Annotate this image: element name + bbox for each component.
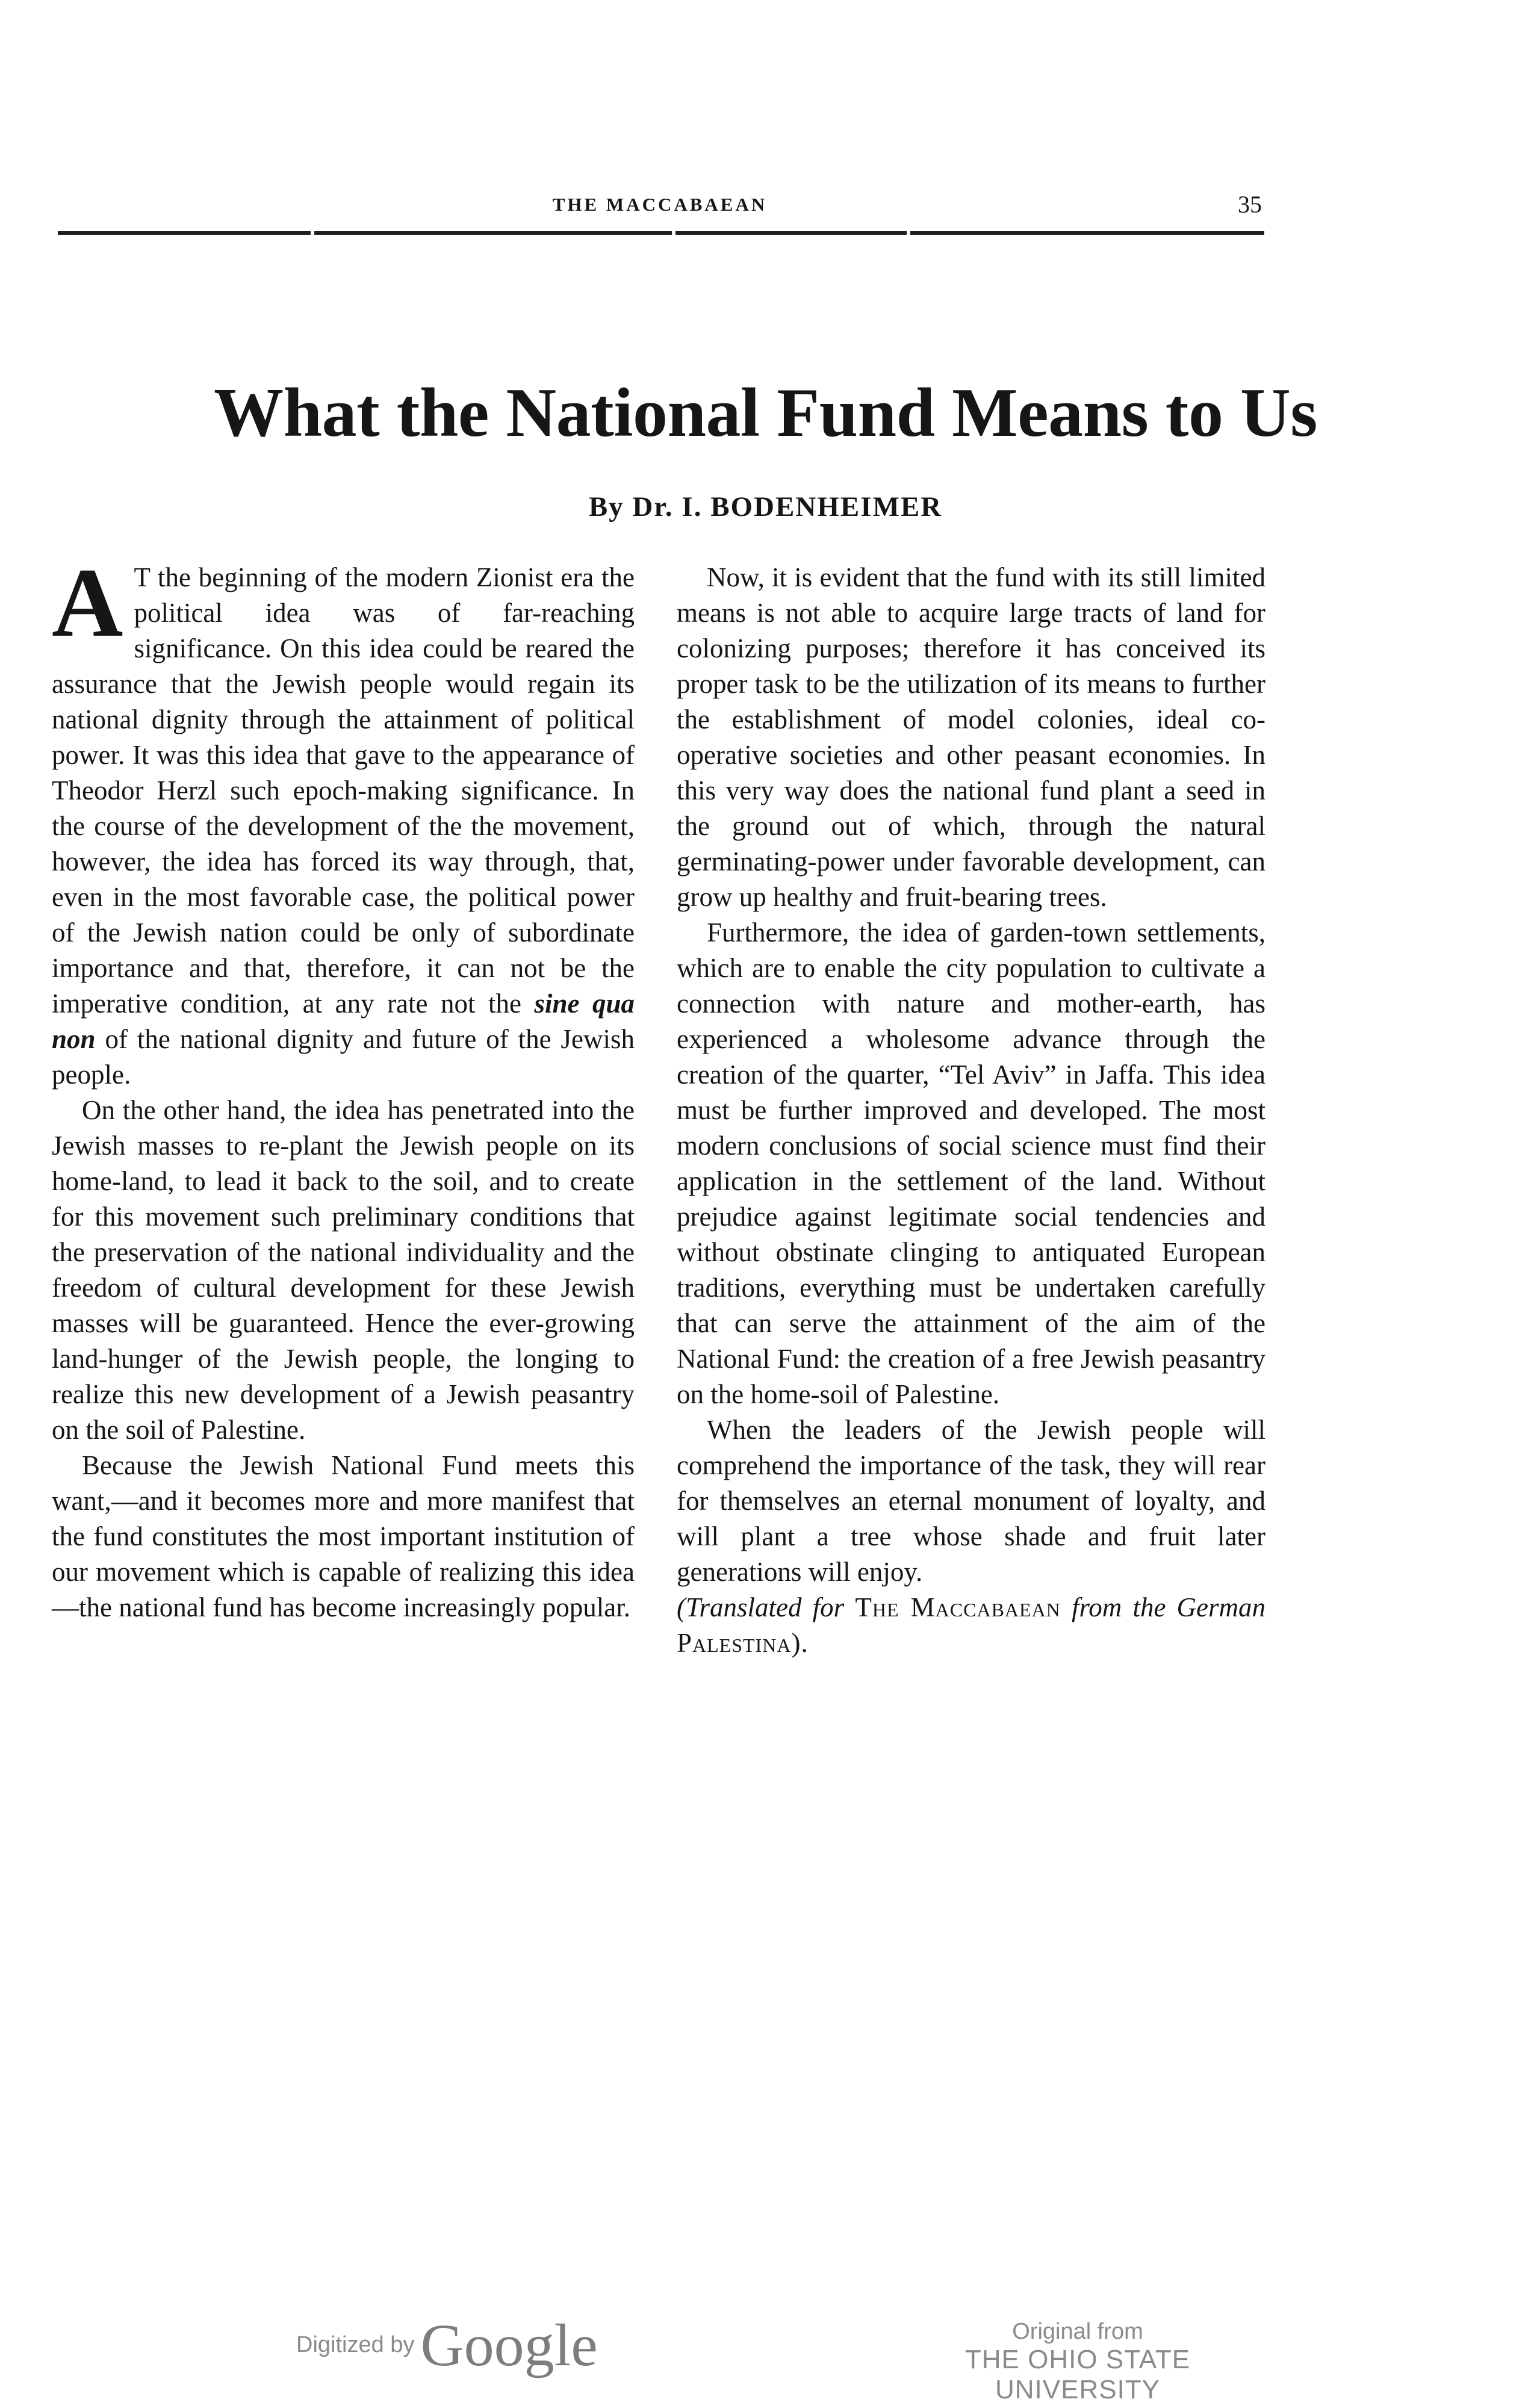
credit-prefix: (Translated for <box>677 1592 845 1622</box>
right-column <box>677 560 1265 1661</box>
paragraph <box>52 548 635 1093</box>
paragraph: When the leaders of the Jewish people will comprehend the importance of the task, they will rear for themselves an eternal monument of loyalty, and will plant a tree whose shade and fruit later generations will enjoy. <box>677 1415 1265 1587</box>
paragraph: Because the Jewish National Fund meets this want,—and it becomes more and more manifest that the fund constitutes the most important institution of our movement which is capable of realizing this idea—the national fund has become increasingly popular. <box>52 1450 635 1622</box>
paragraph: On the other hand, the idea has penetrated into the Jewish masses to re-plant the Jewish people on its home-land, to lead it back to the soil, and to create for this movement such preliminary conditions that the preservation of the national individuality and the freedom of cultural development for these Jewish masses will be guaranteed. Hence the ever-growing land-hunger of the Jewish people, the longing to realize this new development of a Jewish peasantry on the soil of Palestine. <box>52 1095 635 1445</box>
article-title: What the National Fund Means to Us <box>214 374 1317 452</box>
running-title: THE MACCABAEAN <box>552 194 768 215</box>
digitized-watermark <box>296 2310 598 2383</box>
byline: By Dr. I. BODENHEIMER <box>588 491 943 523</box>
left-column <box>52 548 635 1625</box>
credit-publication: The Maccabaean <box>855 1592 1061 1622</box>
institution-name: THE OHIO STATE UNIVERSITY <box>964 2345 1191 2404</box>
paragraph: Furthermore, the idea of garden-town settlements, which are to enable the city population to cultivate a connection with nature and mother-earth, has experienced a wholesome advance through the creation of the quarter, “Tel Aviv” in Jaffa. This idea must be further improved and developed. The most modern conclusions of social science must find their application in the settlement of the land. Without prejudice against legitimate social tendencies and without obstinate clinging to antiquated European traditions, everything must be undertaken carefully that can serve the attainment of the aim of the National Fund: the creation of a free Jewish peasantry on the home-soil of Palestine. <box>677 917 1265 1409</box>
digitized-by-label: Digitized by <box>296 2332 415 2357</box>
original-from-label: Original from <box>1012 2319 1143 2344</box>
credit-middle: from the German <box>1071 1592 1266 1622</box>
source-watermark <box>879 2319 1276 2405</box>
paragraph-text: T the beginning of the modern Zionist era the political idea was of far-reaching significance. On this idea could be reared the assurance that the Jewish people would regain its national dignity through the attainment of political power. It was this idea that gave to the appearance of Theodor Herzl such epoch-making significance. In the course of the development of the the movement, however, the idea has forced its way through, that, even in the most favorable case, the political power of the Jewish nation could be only of subordinate importance and that, therefore, it can not be the imperative condition, at any rate not the sine qua non of the national dignity and future of the Jewish people. <box>52 562 635 1090</box>
page-number: 35 <box>1238 191 1262 218</box>
header-rule <box>58 231 1264 235</box>
credit-source: Palestina <box>677 1628 792 1658</box>
running-header <box>58 191 1262 218</box>
paragraph: Now, it is evident that the fund with its still limited means is not able to acquire large tracts of land for colonizing purposes; therefore it has conceived its proper task to be the utilization of its means to further the establishment of model colonies, ideal co-operative societies and other peasant economies. In this very way does the national fund plant a seed in the ground out of which, through the natural germinating-power under favorable development, can grow up healthy and fruit-bearing trees. <box>677 562 1265 912</box>
latin-phrase: sine qua non <box>52 988 635 1054</box>
google-logo: Google <box>420 2312 598 2379</box>
credit-suffix: ). <box>791 1628 809 1658</box>
drop-cap: A <box>52 548 123 657</box>
translation-credit <box>677 1590 1265 1661</box>
